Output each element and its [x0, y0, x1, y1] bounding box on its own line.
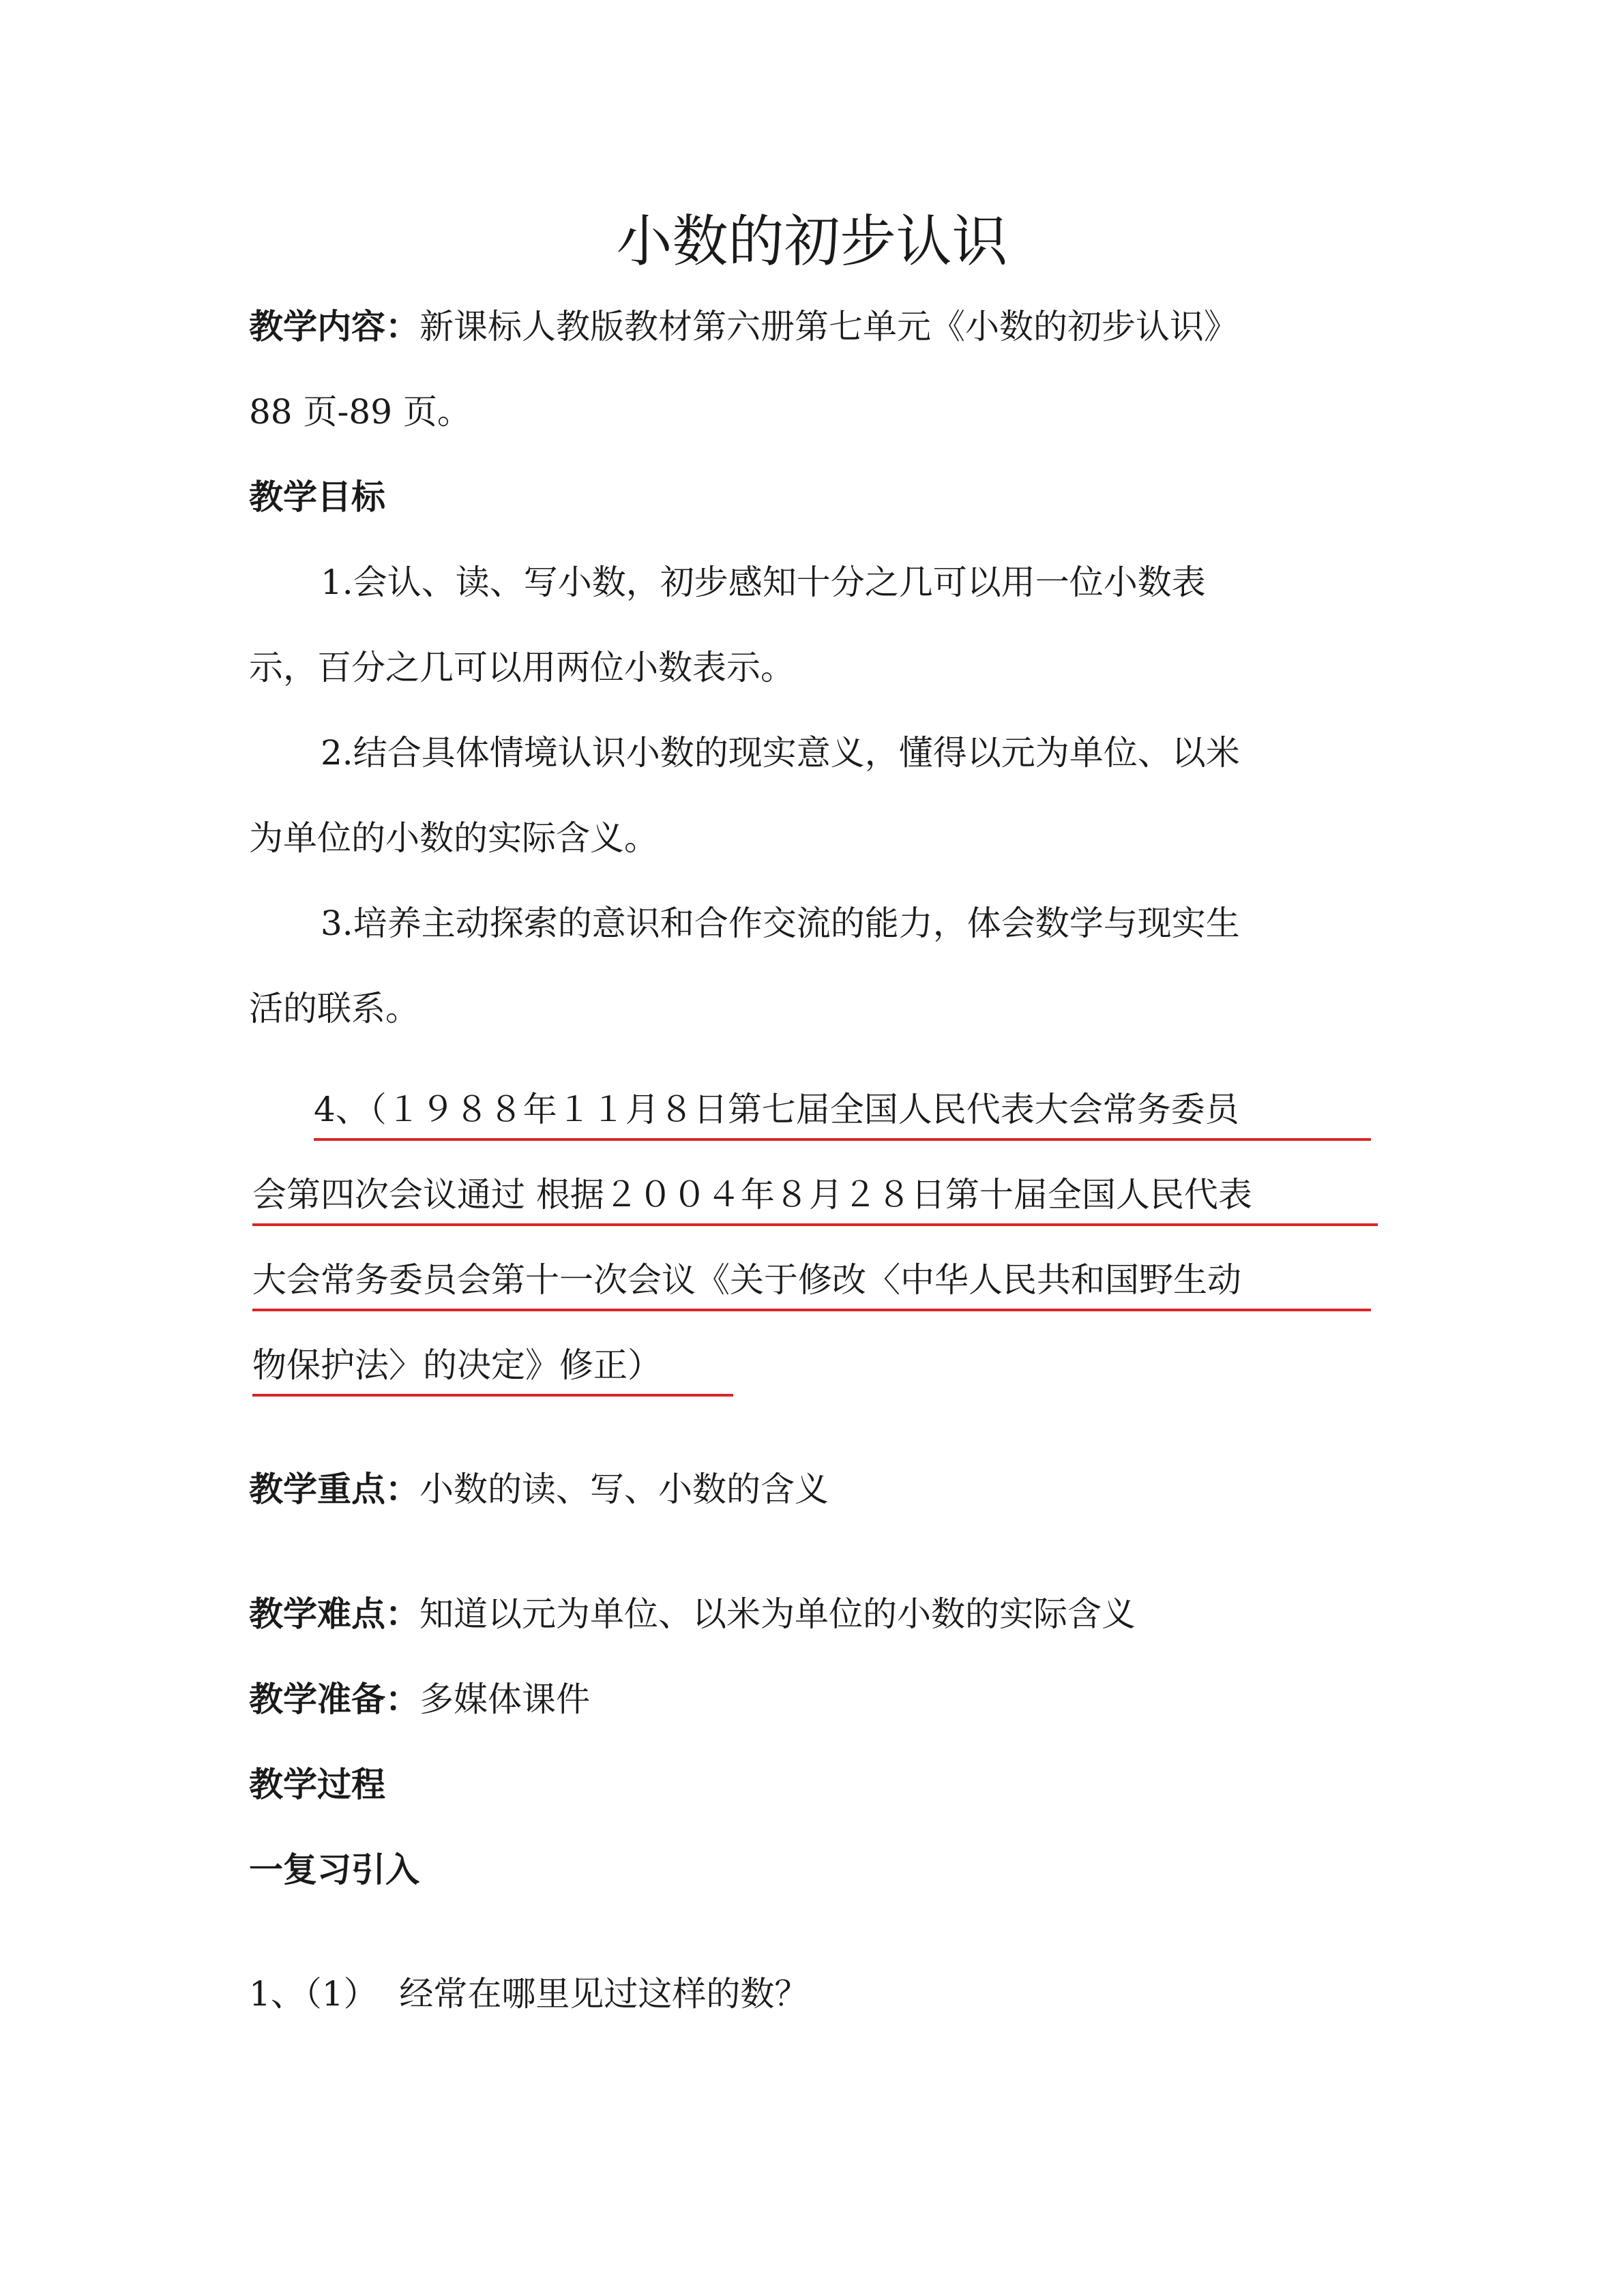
inserted-note-line-3: 大会常务委员会第十一次会议《关于修改〈中华人民共和国野生动 [252, 1258, 1371, 1311]
difficulties-label: 教学难点： [249, 1594, 419, 1634]
objectives-heading: 教学目标 [249, 477, 385, 517]
section-1-heading: 一复习引入 [249, 1849, 419, 1890]
difficulties-text: 知道以元为单位、以米为单位的小数的实际含义 [419, 1594, 1136, 1634]
difficulties-line [249, 1592, 1136, 1636]
key-points-text: 小数的读、写、小数的含义 [419, 1470, 829, 1509]
inserted-note-line-1: 4、（１９８８年１１月８日第七届全国人民代表大会常务委员 [314, 1088, 1371, 1141]
content-text: 新课标人教版教材第六册第七单元《小数的初步认识》 [419, 307, 1238, 346]
objective-3-line-2: 活的联系。 [249, 989, 419, 1028]
objective-2-line-2: 为单位的小数的实际含义。 [249, 818, 658, 858]
inserted-note-line-4: 物保护法〉的决定》修正） [252, 1343, 733, 1397]
page-title: 小数的初步认识 [616, 209, 1008, 274]
key-points-line [249, 1467, 829, 1511]
content-line-2: 88 页-89 页。 [249, 392, 471, 432]
key-points-label: 教学重点： [249, 1469, 419, 1509]
objective-3-line-1: 3.培养主动探索的意识和合作交流的能力，体会数学与现实生 [321, 904, 1240, 943]
content-label: 教学内容： [249, 306, 419, 346]
preparation-label: 教学准备： [249, 1679, 419, 1719]
question-1: 1、（1） 经常在哪里见过这样的数？ [249, 1974, 809, 2014]
content-line-1 [249, 305, 1238, 348]
objective-1-line-2: 示，百分之几可以用两位小数表示。 [249, 648, 795, 687]
process-heading: 教学过程 [249, 1764, 385, 1804]
preparation-text: 多媒体课件 [419, 1680, 590, 1719]
inserted-note-line-2: 会第四次会议通过 根据２００４年８月２８日第十届全国人民代表 [252, 1173, 1378, 1226]
objective-2-line-1: 2.结合具体情境认识小数的现实意义，懂得以元为单位、以米 [321, 733, 1240, 773]
objective-1-line-1: 1.会认、读、写小数，初步感知十分之几可以用一位小数表 [321, 563, 1206, 602]
preparation-line [249, 1678, 590, 1721]
